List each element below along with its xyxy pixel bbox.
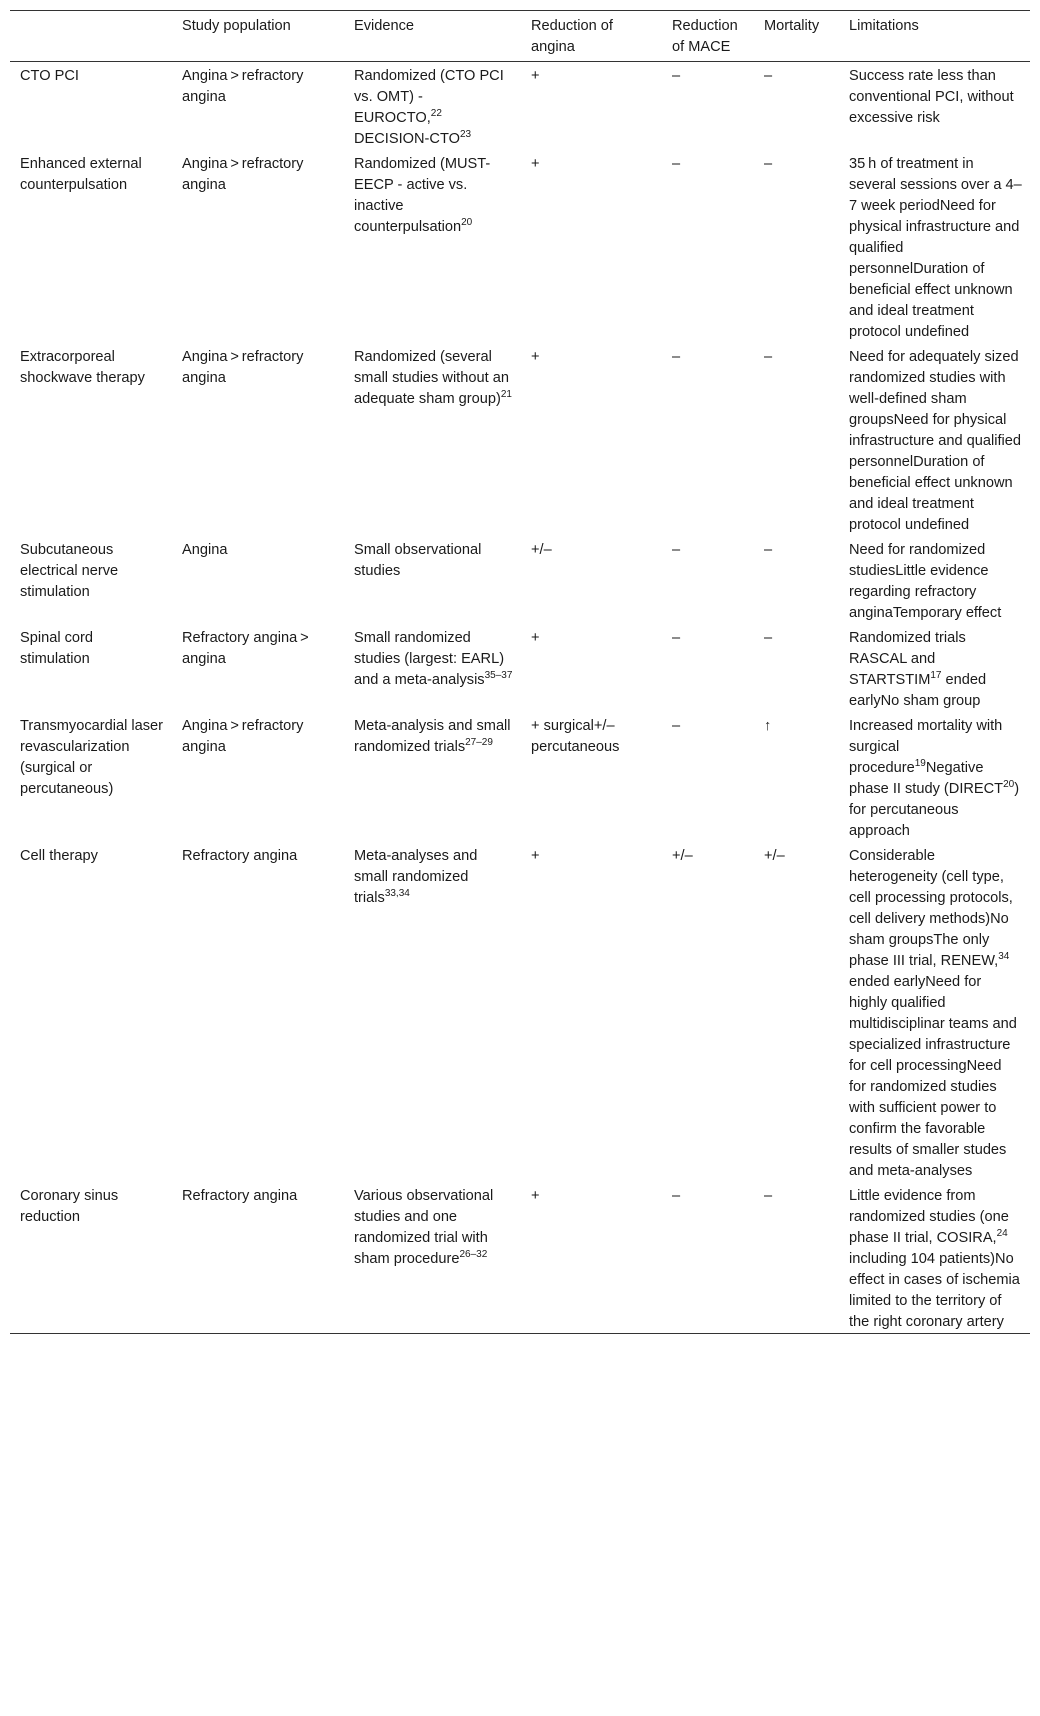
- reference-superscript: 27–29: [465, 737, 493, 749]
- mortality-cell: –: [764, 156, 773, 172]
- reduction-of-mace-cell: –: [672, 1188, 681, 1204]
- therapy-cell: CTO PCI: [20, 68, 79, 84]
- reduction-of-mace-cell: –: [672, 718, 681, 734]
- table-row: [10, 150, 1030, 343]
- cell-text: Need for randomized studiesLittle evidence regarding refractory anginaTemporary effect: [849, 542, 1002, 621]
- reduction-of-angina-cell: +: [531, 68, 540, 84]
- limitations-cell: [839, 624, 1030, 712]
- header-therapy: [10, 11, 172, 62]
- evidence-cell: [344, 712, 521, 842]
- therapies-table: [10, 10, 1030, 1334]
- evidence-cell: [344, 150, 521, 343]
- reference-superscript: 20: [1003, 779, 1015, 791]
- table-row: [10, 712, 1030, 842]
- reduction-of-angina-cell: +: [531, 156, 540, 172]
- evidence-cell: [344, 624, 521, 712]
- table-row: [10, 343, 1030, 536]
- evidence-cell: [344, 536, 521, 624]
- therapy-cell: Subcutaneous electrical nerve stimulation: [20, 542, 119, 600]
- study-population-cell: Refractory angina: [182, 848, 298, 864]
- header-row: [10, 11, 1030, 62]
- cell-text: Small observational studies: [354, 542, 482, 579]
- study-population-cell: Angina > refractory angina: [182, 349, 304, 386]
- limitations-cell: [839, 150, 1030, 343]
- header-limitations: Limitations: [849, 18, 919, 34]
- study-population-cell: Angina > refractory angina: [182, 718, 304, 755]
- therapy-cell: Enhanced external counterpulsation: [20, 156, 142, 193]
- reduction-of-mace-cell: –: [672, 630, 681, 646]
- cell-text: Success rate less than conventional PCI, without excessive risk: [849, 68, 1014, 126]
- reference-superscript: 34: [998, 951, 1010, 963]
- cell-text: Small randomized studies (largest: EARL) and a meta-analysis: [354, 630, 505, 688]
- reference-superscript: 23: [459, 129, 472, 141]
- cell-text: 35 h of treatment in several sessions over a 4–7 week periodNeed for physical infrastructure and qualified personnelDuration of beneficial effect unknown and ideal treatment protocol undefined: [849, 156, 1022, 340]
- reduction-of-mace-cell: +/–: [672, 848, 693, 864]
- reference-superscript: 22: [430, 108, 442, 120]
- evidence-cell: [344, 62, 521, 151]
- mortality-cell: +/–: [764, 848, 785, 864]
- table-row: [10, 624, 1030, 712]
- therapy-cell: Spinal cord stimulation: [20, 630, 94, 667]
- cell-text: ) for percutaneous approach: [849, 781, 1020, 839]
- limitations-cell: [839, 536, 1030, 624]
- mortality-cell: –: [764, 349, 773, 365]
- table-row: [10, 842, 1030, 1182]
- cell-text: Randomized (CTO PCI vs. OMT) - EUROCTO,: [354, 68, 504, 126]
- therapy-cell: Extracorporeal shockwave therapy: [20, 349, 145, 386]
- mortality-cell: –: [764, 68, 773, 84]
- reference-superscript: 24: [996, 1228, 1008, 1240]
- reduction-of-mace-cell: –: [672, 542, 681, 558]
- limitations-cell: [839, 343, 1030, 536]
- evidence-cell: [344, 343, 521, 536]
- reference-superscript: 35–37: [484, 670, 513, 682]
- reference-superscript: 26–32: [459, 1249, 488, 1261]
- table-row: [10, 1182, 1030, 1334]
- reduction-of-angina-cell: +: [531, 848, 540, 864]
- study-population-cell: Angina > refractory angina: [182, 68, 304, 105]
- cell-text: Randomized trials RASCAL and STARTSTIM: [849, 630, 966, 688]
- reference-superscript: 21: [500, 389, 512, 401]
- cell-text: including 104 patients)No effect in cases of ischemia limited to the territory of the right coronary artery: [849, 1251, 1020, 1330]
- reduction-of-mace-cell: –: [672, 156, 681, 172]
- cell-text: Meta-analyses and small randomized trials: [354, 848, 478, 906]
- therapy-cell: Cell therapy: [20, 848, 98, 864]
- mortality-cell: –: [764, 630, 773, 646]
- cell-text: Various observational studies and one randomized trial with sham procedure: [354, 1188, 494, 1267]
- reduction-of-angina-cell: +: [531, 349, 540, 365]
- reference-superscript: 19: [914, 758, 926, 770]
- header-reduction-of-angina: Reduction of angina: [531, 18, 613, 55]
- cell-text: DECISION-CTO: [354, 131, 460, 147]
- study-population-cell: Angina > refractory angina: [182, 156, 304, 193]
- evidence-cell: [344, 842, 521, 1182]
- header-reduction-of-mace: Reduction of MACE: [672, 18, 738, 55]
- study-population-cell: Refractory angina > angina: [182, 630, 312, 667]
- study-population-cell: Angina: [182, 542, 228, 558]
- limitations-cell: [839, 842, 1030, 1182]
- header-mortality: Mortality: [764, 18, 820, 34]
- mortality-cell: –: [764, 1188, 773, 1204]
- cell-text: Little evidence from randomized studies (one phase II trial, COSIRA,: [849, 1188, 1009, 1246]
- reduction-of-angina-cell: +: [531, 1188, 540, 1204]
- cell-text: Considerable heterogeneity (cell type, cell processing protocols, cell delivery methods)No sham groupsThe only phase III trial, RENEW,: [849, 848, 1013, 969]
- reduction-of-angina-cell: +/–: [531, 542, 552, 558]
- table-row: [10, 536, 1030, 624]
- cell-text: ended earlyNeed for highly qualified multidisciplinar teams and specialized infrastructure for cell processingNeed for randomized studies with sufficient power to confirm the favorable results of smaller studes and meta-analyses: [849, 974, 1017, 1179]
- cell-text: Negative phase II study (DIRECT: [849, 760, 1004, 797]
- cell-text: Randomized (MUST-EECP - active vs. inactive counterpulsation: [354, 156, 491, 235]
- limitations-cell: [839, 62, 1030, 151]
- header-study-population: Study population: [182, 18, 291, 34]
- header-evidence: Evidence: [354, 18, 415, 34]
- reduction-of-angina-cell: + surgical+/– percutaneous: [531, 718, 620, 755]
- cell-text: Increased mortality with surgical procedure: [849, 718, 1003, 776]
- table-row: [10, 62, 1030, 151]
- reference-superscript: 20: [461, 217, 473, 229]
- study-population-cell: Refractory angina: [182, 1188, 298, 1204]
- evidence-cell: [344, 1182, 521, 1334]
- cell-text: Randomized (several small studies without an adequate sham group): [354, 349, 509, 407]
- reference-superscript: 17: [930, 670, 942, 682]
- reduction-of-mace-cell: –: [672, 349, 681, 365]
- reduction-of-mace-cell: –: [672, 68, 681, 84]
- reference-superscript: 33,34: [384, 888, 410, 900]
- mortality-cell: ↑: [764, 718, 772, 734]
- therapy-cell: Coronary sinus reduction: [20, 1188, 119, 1225]
- therapy-cell: Transmyocardial laser revascularization (surgical or percutaneous): [20, 718, 164, 797]
- cell-text: Meta-analysis and small randomized trials: [354, 718, 511, 755]
- cell-text: ended earlyNo sham group: [849, 672, 987, 709]
- limitations-cell: [839, 1182, 1030, 1334]
- mortality-cell: –: [764, 542, 773, 558]
- cell-text: Need for adequately sized randomized studies with well-defined sham groupsNeed for physical infrastructure and qualified personnelDuration of beneficial effect unknown and ideal treatment protocol undefined: [849, 349, 1021, 533]
- limitations-cell: [839, 712, 1030, 842]
- reduction-of-angina-cell: +: [531, 630, 540, 646]
